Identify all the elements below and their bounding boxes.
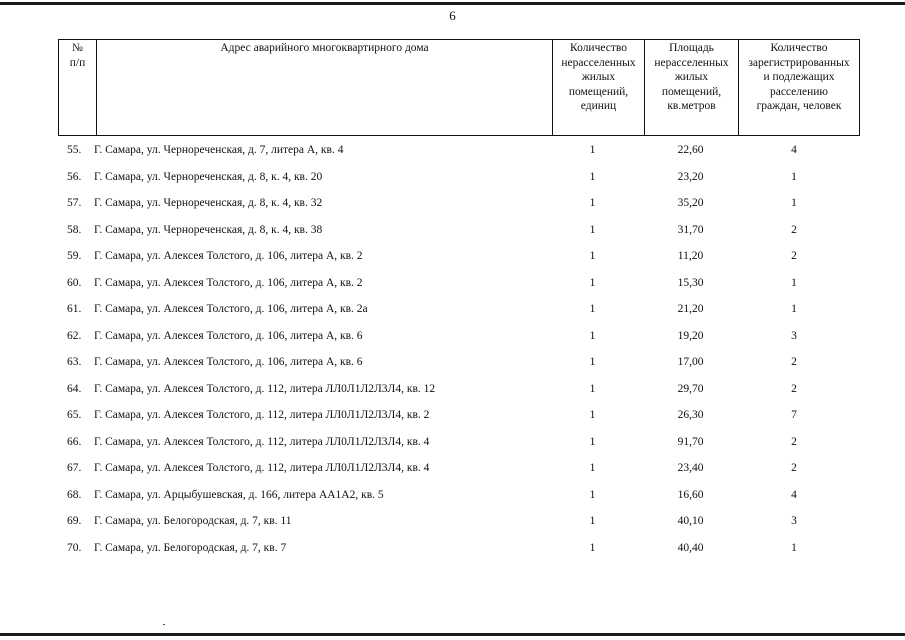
row-address: Г. Самара, ул. Алексея Толстого, д. 112, литера ЛЛ0Л1Л2Л3Л4, кв. 4 <box>94 435 430 448</box>
row-count: 1 <box>589 382 596 395</box>
row-number: 70. <box>67 541 82 554</box>
row-area: 29,70 <box>677 382 704 395</box>
table-row <box>58 275 853 302</box>
table-row <box>58 513 853 540</box>
row-address: Г. Самара, ул. Чернореченская, д. 7, литера А, кв. 4 <box>94 144 344 156</box>
row-count: 1 <box>589 356 596 368</box>
row-number: 69. <box>67 515 82 527</box>
row-address: Г. Самара, ул. Белогородская, д. 7, кв. 7 <box>94 541 287 554</box>
row-count: 1 <box>589 303 596 315</box>
row-address: Г. Самара, ул. Арцыбушевская, д. 166, литера АА1А2, кв. 5 <box>94 488 384 501</box>
row-people: 1 <box>791 303 797 315</box>
table-row <box>58 248 853 275</box>
header-row <box>59 40 860 136</box>
table-row <box>58 381 853 408</box>
page-number: 6 <box>449 8 456 23</box>
table-row <box>58 407 853 434</box>
table-row <box>58 434 853 461</box>
row-number: 61. <box>67 303 82 315</box>
row-number: 65. <box>67 409 82 421</box>
row-number: 63. <box>67 356 82 368</box>
row-number: 67. <box>67 462 82 474</box>
row-count: 1 <box>589 170 596 183</box>
table-row <box>58 540 853 567</box>
row-area: 91,70 <box>677 435 704 448</box>
table-row <box>58 460 853 487</box>
row-area: 23,40 <box>677 462 704 474</box>
row-address: Г. Самара, ул. Алексея Толстого, д. 106, литера А, кв. 2 <box>94 250 363 262</box>
row-address: Г. Самара, ул. Алексея Толстого, д. 112, литера ЛЛ0Л1Л2Л3Л4, кв. 2 <box>94 409 430 421</box>
row-people: 2 <box>791 223 797 236</box>
row-number: 59. <box>67 250 82 262</box>
row-people: 1 <box>791 170 797 183</box>
header-address <box>97 40 553 136</box>
row-count: 1 <box>589 250 596 262</box>
row-address: Г. Самара, ул. Алексея Толстого, д. 106, литера А, кв. 6 <box>94 356 363 368</box>
row-number: 68. <box>67 488 82 501</box>
row-people: 4 <box>791 488 797 501</box>
row-area: 16,60 <box>677 488 704 501</box>
row-number: 66. <box>67 435 82 448</box>
header-address-label: Адрес аварийного многоквартирного дома <box>220 42 429 54</box>
row-area: 35,20 <box>677 197 704 209</box>
table-row <box>58 195 853 222</box>
row-address: Г. Самара, ул. Алексея Толстого, д. 106, литера А, кв. 2 <box>94 276 363 289</box>
header-area <box>645 40 739 136</box>
row-number: 58. <box>67 223 82 236</box>
row-people: 3 <box>791 515 797 527</box>
row-number: 62. <box>67 329 82 342</box>
row-people: 4 <box>791 144 797 156</box>
row-count: 1 <box>589 515 596 527</box>
row-address: Г. Самара, ул. Чернореченская, д. 8, к. 4, кв. 32 <box>94 197 323 209</box>
header-area-label: Площадь нерасселенных жилых помещений, кв.метров <box>654 42 729 112</box>
row-area: 22,60 <box>677 144 704 156</box>
row-count: 1 <box>589 435 596 448</box>
row-people: 2 <box>791 356 797 368</box>
row-count: 1 <box>589 144 596 156</box>
row-people: 1 <box>791 276 797 289</box>
row-area: 19,20 <box>677 329 704 342</box>
header-count <box>553 40 645 136</box>
row-count: 1 <box>589 223 596 236</box>
row-number: 60. <box>67 276 82 289</box>
header-people-label: Количество зарегистрированных и подлежащих расселению граждан, человек <box>748 42 850 112</box>
row-area: 40,10 <box>677 515 704 527</box>
table-row <box>58 301 853 328</box>
row-number: 64. <box>67 382 82 395</box>
table-row <box>58 222 853 249</box>
row-count: 1 <box>589 541 596 554</box>
row-count: 1 <box>589 409 596 421</box>
table-header <box>58 39 860 136</box>
row-people: 7 <box>791 409 797 421</box>
row-count: 1 <box>589 197 596 209</box>
row-number: 55. <box>67 144 82 156</box>
row-area: 23,20 <box>677 170 704 183</box>
row-people: 1 <box>791 197 797 209</box>
row-count: 1 <box>589 276 596 289</box>
row-area: 31,70 <box>677 223 704 236</box>
row-people: 2 <box>791 435 797 448</box>
row-people: 3 <box>791 329 797 342</box>
scan-border-top <box>0 2 905 5</box>
row-people: 2 <box>791 462 797 474</box>
row-address: Г. Самара, ул. Алексея Толстого, д. 106, литера А, кв. 6 <box>94 329 363 342</box>
row-count: 1 <box>589 462 596 474</box>
table-row <box>58 328 853 355</box>
table-row <box>58 169 853 196</box>
row-number: 57. <box>67 197 82 209</box>
scan-border-bottom <box>0 633 905 636</box>
row-address: Г. Самара, ул. Алексея Толстого, д. 112, литера ЛЛ0Л1Л2Л3Л4, кв. 12 <box>94 382 436 395</box>
row-area: 15,30 <box>677 276 704 289</box>
row-people: 1 <box>791 541 797 554</box>
table-body <box>58 142 853 566</box>
row-address: Г. Самара, ул. Алексея Толстого, д. 112, литера ЛЛ0Л1Л2Л3Л4, кв. 4 <box>94 462 430 474</box>
row-people: 2 <box>791 382 797 395</box>
row-area: 21,20 <box>677 303 704 315</box>
row-area: 11,20 <box>677 250 704 262</box>
header-count-label: Количество нерасселенных жилых помещений, единиц <box>561 42 636 112</box>
row-area: 40,40 <box>677 541 704 554</box>
row-area: 26,30 <box>677 409 704 421</box>
table-row <box>58 142 853 169</box>
row-people: 2 <box>791 250 797 262</box>
row-address: Г. Самара, ул. Чернореченская, д. 8, к. 4, кв. 20 <box>94 170 323 183</box>
row-count: 1 <box>589 329 596 342</box>
row-number: 56. <box>67 170 82 183</box>
row-address: Г. Самара, ул. Белогородская, д. 7, кв. 11 <box>94 515 292 527</box>
header-people <box>739 40 860 136</box>
row-address: Г. Самара, ул. Чернореченская, д. 8, к. 4, кв. 38 <box>94 223 323 236</box>
row-area: 17,00 <box>677 356 704 368</box>
header-num <box>59 40 97 136</box>
row-address: Г. Самара, ул. Алексея Толстого, д. 106, литера А, кв. 2а <box>94 303 368 315</box>
row-count: 1 <box>589 488 596 501</box>
scan-speck <box>163 624 165 625</box>
table-row <box>58 354 853 381</box>
table-row <box>58 487 853 514</box>
header-num-label: № п/п <box>69 42 86 69</box>
